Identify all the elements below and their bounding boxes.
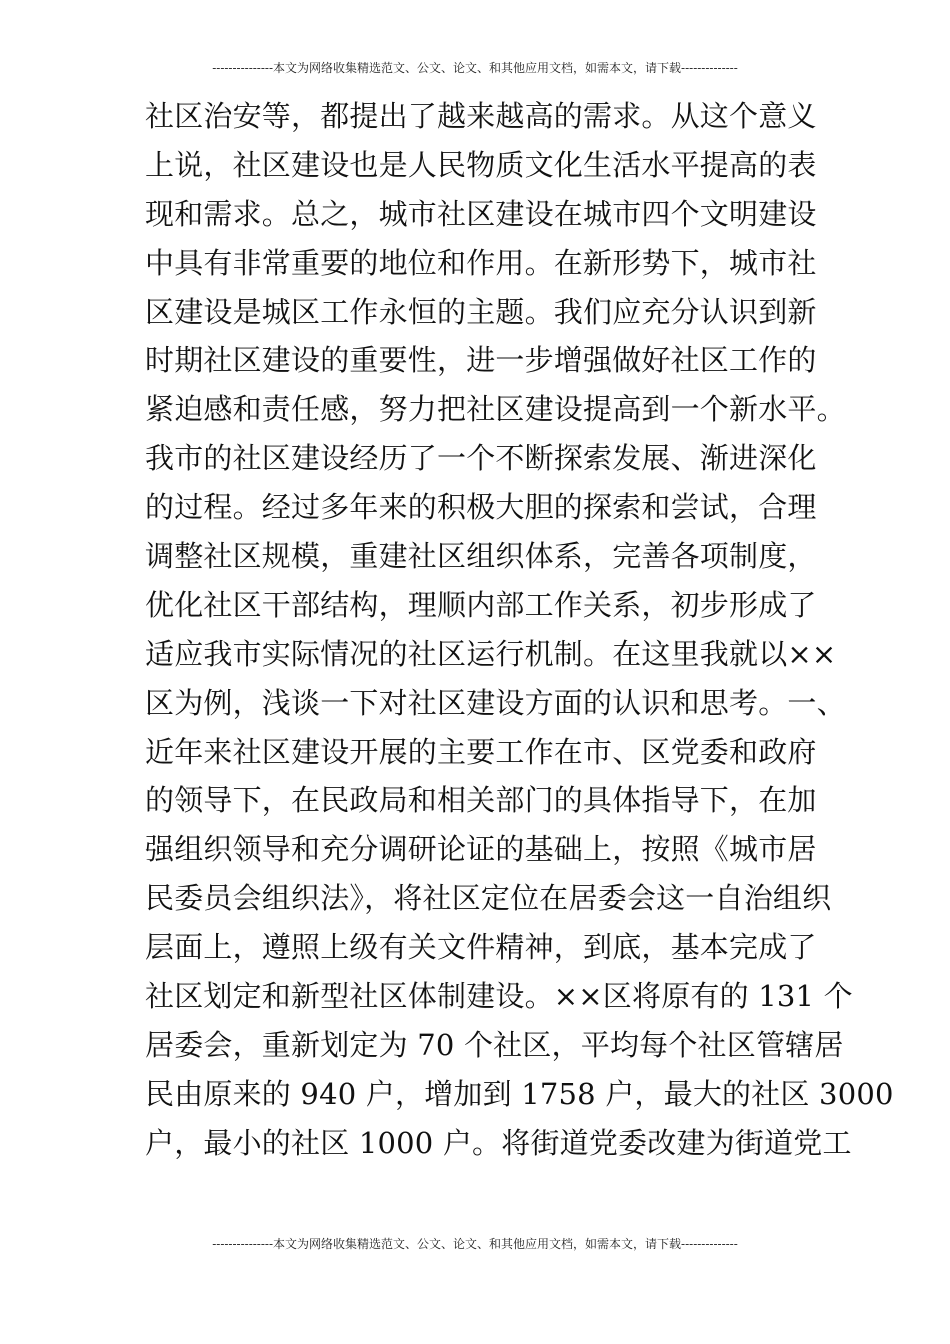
text-line: 区建设是城区工作永恒的主题。我们应充分认识到新	[145, 294, 817, 329]
text-line: 户，最小的社区 1000 户。将街道党委改建为街道党工	[145, 1125, 852, 1160]
text-line: 现和需求。总之，城市社区建设在城市四个文明建设	[145, 196, 817, 231]
text-line: 上说，社区建设也是人民物质文化生活水平提高的表	[145, 147, 817, 182]
page-header: ---------------本文为网络收集精选范文、公文、论文、和其他应用文档，如需本文，请下载--------------	[212, 61, 738, 75]
text-line: 适应我市实际情况的社区运行机制。在这里我就以××	[145, 636, 837, 671]
text-line: 社区划定和新型社区体制建设。××区将原有的 131 个	[145, 979, 853, 1014]
text-line: 优化社区干部结构，理顺内部工作关系，初步形成了	[145, 587, 817, 622]
text-line: 调整社区规模，重建社区组织体系，完善各项制度，	[145, 539, 817, 574]
text-line: 的领导下，在民政局和相关部门的具体指导下，在加	[145, 783, 817, 818]
text-line: 中具有非常重要的地位和作用。在新形势下，城市社	[145, 245, 817, 280]
page-footer: ---------------本文为网络收集精选范文、公文、论文、和其他应用文档，如需本文，请下载--------------	[212, 1237, 738, 1251]
text-line: 的过程。经过多年来的积极大胆的探索和尝试，合理	[145, 490, 817, 525]
text-line: 层面上，遵照上级有关文件精神，到底，基本完成了	[145, 930, 817, 965]
text-line: 民委员会组织法》，将社区定位在居委会这一自治组织	[145, 881, 832, 916]
text-line: 时期社区建设的重要性，进一步增强做好社区工作的	[145, 343, 817, 378]
text-line: 我市的社区建设经历了一个不断探索发展、渐进深化	[145, 441, 817, 476]
text-line: 紧迫感和责任感，努力把社区建设提高到一个新水平。	[145, 392, 846, 427]
text-line: 强组织领导和充分调研论证的基础上，按照《城市居	[145, 832, 817, 867]
document-body	[145, 92, 894, 1168]
text-line: 居委会，重新划定为 70 个社区，平均每个社区管辖居	[145, 1027, 844, 1062]
text-line: 区为例，浅谈一下对社区建设方面的认识和思考。一、	[145, 685, 846, 720]
text-line: 社区治安等，都提出了越来越高的需求。从这个意义	[145, 99, 817, 133]
text-line: 民由原来的 940 户，增加到 1758 户，最大的社区 3000	[145, 1076, 894, 1111]
text-line: 近年来社区建设开展的主要工作在市、区党委和政府	[145, 734, 817, 769]
